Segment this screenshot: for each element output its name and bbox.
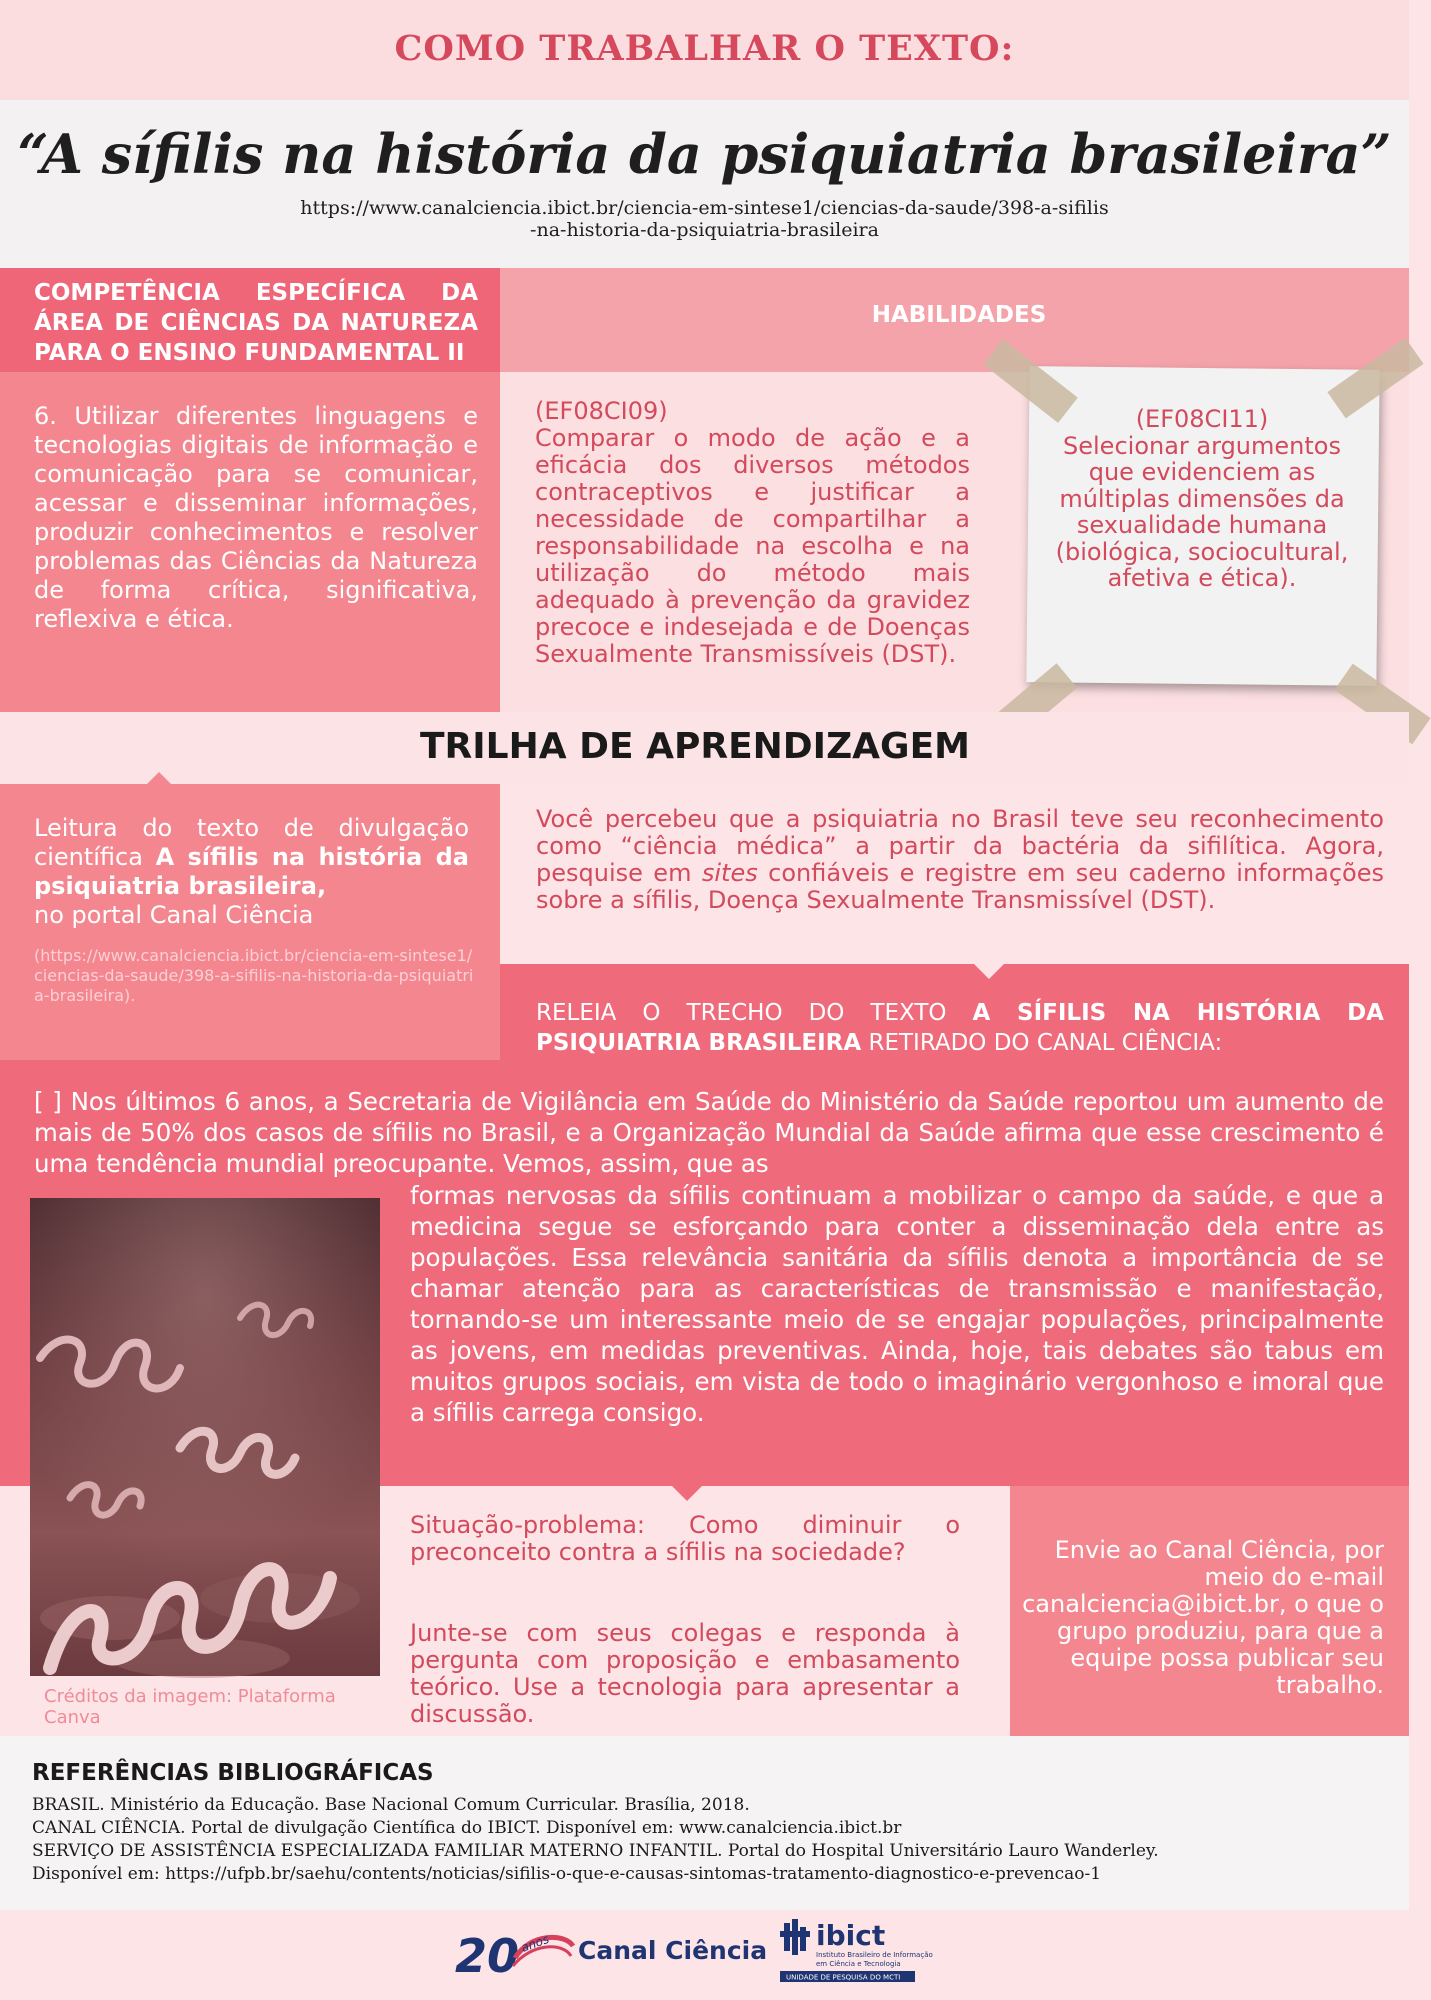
- excerpt-text-right: formas nervosas da sífilis continuam a mobilizar o campo da saúde, e que a medicina segue se esforçando para conter a disseminação dela entre as populações. Essa relevância sanitária da sífilis denota a importância de se chamar atenção para as características de transmissão e manifestação, tornando-se um interessante meio de se engajar populações, principalmente as jovens, em medidas preventivas. Ainda, hoje, tais debates são tabus em muitos grupos sociais, em vista de todo o imaginário vergonhoso e imoral que a sífilis carrega consigo.: [410, 1181, 1384, 1427]
- habilidade-ef08ci09: [535, 398, 970, 668]
- ibict-wordmark: ibict: [816, 1919, 886, 1952]
- habilidade-text: Selecionar argumentos que evidenciem as múltiplas dimensões da sexualidade humana (biológica, sociocultural, afetiva e ética).: [1055, 431, 1349, 592]
- habilidade-text: Comparar o modo de ação e a eficácia dos diversos métodos contraceptivos e justificar a necessidade de compartilhar a responsabilidade na escolha e na utilização do método mais adequado à prevenção da gravidez precoce e indesejada e de Doenças Sexualmente Transmissíveis (DST).: [535, 424, 970, 668]
- referencias-list: [32, 1794, 1392, 1886]
- speech-notch: [145, 772, 173, 786]
- situacao-instrucao: Junte-se com seus colegas e responda à pergunta com proposição e embasamento teórico. Use a tecnologia para apresentar a discussão.: [410, 1619, 960, 1728]
- pesquisa-text-part: Você percebeu que a psiquiatria no Brasil teve seu reconhecimento como “ciência médica” a partir da bactéria da sifilítica. Agora, pesquise em: [536, 805, 1384, 887]
- referencia-item: BRASIL. Ministério da Educação. Base Nacional Comum Curricular. Brasília, 2018.: [32, 1795, 750, 1815]
- pesquisa-text-italic: sites: [701, 859, 758, 887]
- logo-20-word: anos: [519, 1931, 551, 1955]
- bacteria-image: [30, 1198, 380, 1676]
- envie-text: Envie ao Canal Ciência, por meio do e-mail canalciencia@ibict.br, o que o grupo produziu, para que a equipe possa publicar seu trabalho.: [1022, 1536, 1384, 1699]
- releia-text-part: RETIRADO DO CANAL CIÊNCIA:: [861, 1030, 1223, 1056]
- leitura-article-title: A sífilis na história da psiquiatria brasileira,: [34, 843, 469, 900]
- article-title: “A sífilis na história da psiquiatria brasileira”: [17, 122, 1392, 186]
- logo-canal-ciencia: Canal Ciência: [578, 1936, 768, 1965]
- page-heading: COMO TRABALHAR O TEXTO:: [394, 28, 1015, 69]
- article-url[interactable]: https://www.canalciencia.ibict.br/ciencia-em-sintese1/ciencias-da-saude/398-a-sifilis-na-historia-da-psiquiatria-brasileira: [300, 197, 1109, 241]
- referencia-item: SERVIÇO DE ASSISTÊNCIA ESPECIALIZADA FAMILIAR MATERNO INFANTIL. Portal do Hospital Universitário Lauro Wanderley.: [32, 1841, 1159, 1861]
- speech-notch: [672, 1486, 702, 1501]
- referencia-item: Disponível em: https://ufpb.br/saehu/contents/noticias/sifilis-o-que-e-causas-sintomas-tratamento-diagnostico-e-prevencao-1: [32, 1864, 1102, 1884]
- logo-20-anos: [455, 1928, 575, 1983]
- logo-ibict: [780, 1915, 933, 1983]
- leitura-text: [34, 814, 469, 930]
- pesquisa-text-part: confiáveis e registre em seu caderno informações sobre a sífilis, Doença Sexualmente Transmissível (DST).: [536, 859, 1384, 914]
- leitura-prefix: Leitura do texto de divulgação científica: [34, 814, 469, 871]
- speech-notch: [974, 964, 1004, 979]
- competencia-text: 6. Utilizar diferentes linguagens e tecnologias digitais de informação e comunicação para se comunicar, acessar e disseminar informações, produzir conhecimentos e resolver problemas das Ciências da Natureza de forma crítica, significativa, reflexiva e ética.: [34, 402, 478, 633]
- releia-article-title: A SÍFILIS NA HISTÓRIA DA PSIQUIATRIA BRASILEIRA: [536, 1000, 1384, 1056]
- competencia-heading: COMPETÊNCIA ESPECÍFICA DA ÁREA DE CIÊNCIAS DA NATUREZA PARA O ENSINO FUNDAMENTAL II: [34, 280, 478, 366]
- ibict-subtitle: em Ciência e Tecnologia: [816, 1960, 901, 1968]
- leitura-url[interactable]: (https://www.canalciencia.ibict.br/ciencia-em-sintese1/ciencias-da-saude/398-a-sifilis-na-historia-da-psiquiatria-brasileira).: [34, 946, 474, 1005]
- referencias-heading: REFERÊNCIAS BIBLIOGRÁFICAS: [32, 1760, 434, 1786]
- habilidades-heading: HABILIDADES: [871, 302, 1047, 328]
- trilha-heading: TRILHA DE APRENDIZAGEM: [419, 726, 971, 767]
- habilidade-ef08ci11: [1052, 406, 1352, 592]
- excerpt-text-top: [ ] Nos últimos 6 anos, a Secretaria de Vigilância em Saúde do Ministério da Saúde reportou um aumento de mais de 50% dos casos de sífilis no Brasil, e a Organização Mundial da Saúde afirma que esse crescimento é uma tendência mundial preocupante. Vemos, assim, que as: [34, 1087, 1384, 1178]
- pesquisa-text: [536, 806, 1384, 914]
- treponema-illustration: [30, 1198, 380, 1676]
- image-credit: Créditos da imagem: Plataforma Canva: [44, 1686, 336, 1728]
- releia-text: [536, 998, 1384, 1058]
- releia-text-part: RELEIA O TRECHO DO TEXTO: [536, 1000, 973, 1026]
- situacao-problema: Situação-problema: Como diminuir o preconceito contra a sífilis na sociedade?: [410, 1511, 960, 1566]
- leitura-suffix: no portal Canal Ciência: [34, 901, 314, 929]
- habilidade-code: (EF08CI09): [535, 397, 668, 425]
- ibict-bar-text: UNIDADE DE PESQUISA DO MCTI: [786, 1973, 901, 1982]
- logo-20-number: 20: [455, 1929, 520, 1983]
- referencia-item: CANAL CIÊNCIA. Portal de divulgação Científica do IBICT. Disponível em: www.canalciencia.ibict.br: [32, 1818, 902, 1838]
- ibict-subtitle: Instituto Brasileiro de Informação: [816, 1951, 933, 1959]
- habilidade-code: (EF08CI11): [1135, 405, 1269, 433]
